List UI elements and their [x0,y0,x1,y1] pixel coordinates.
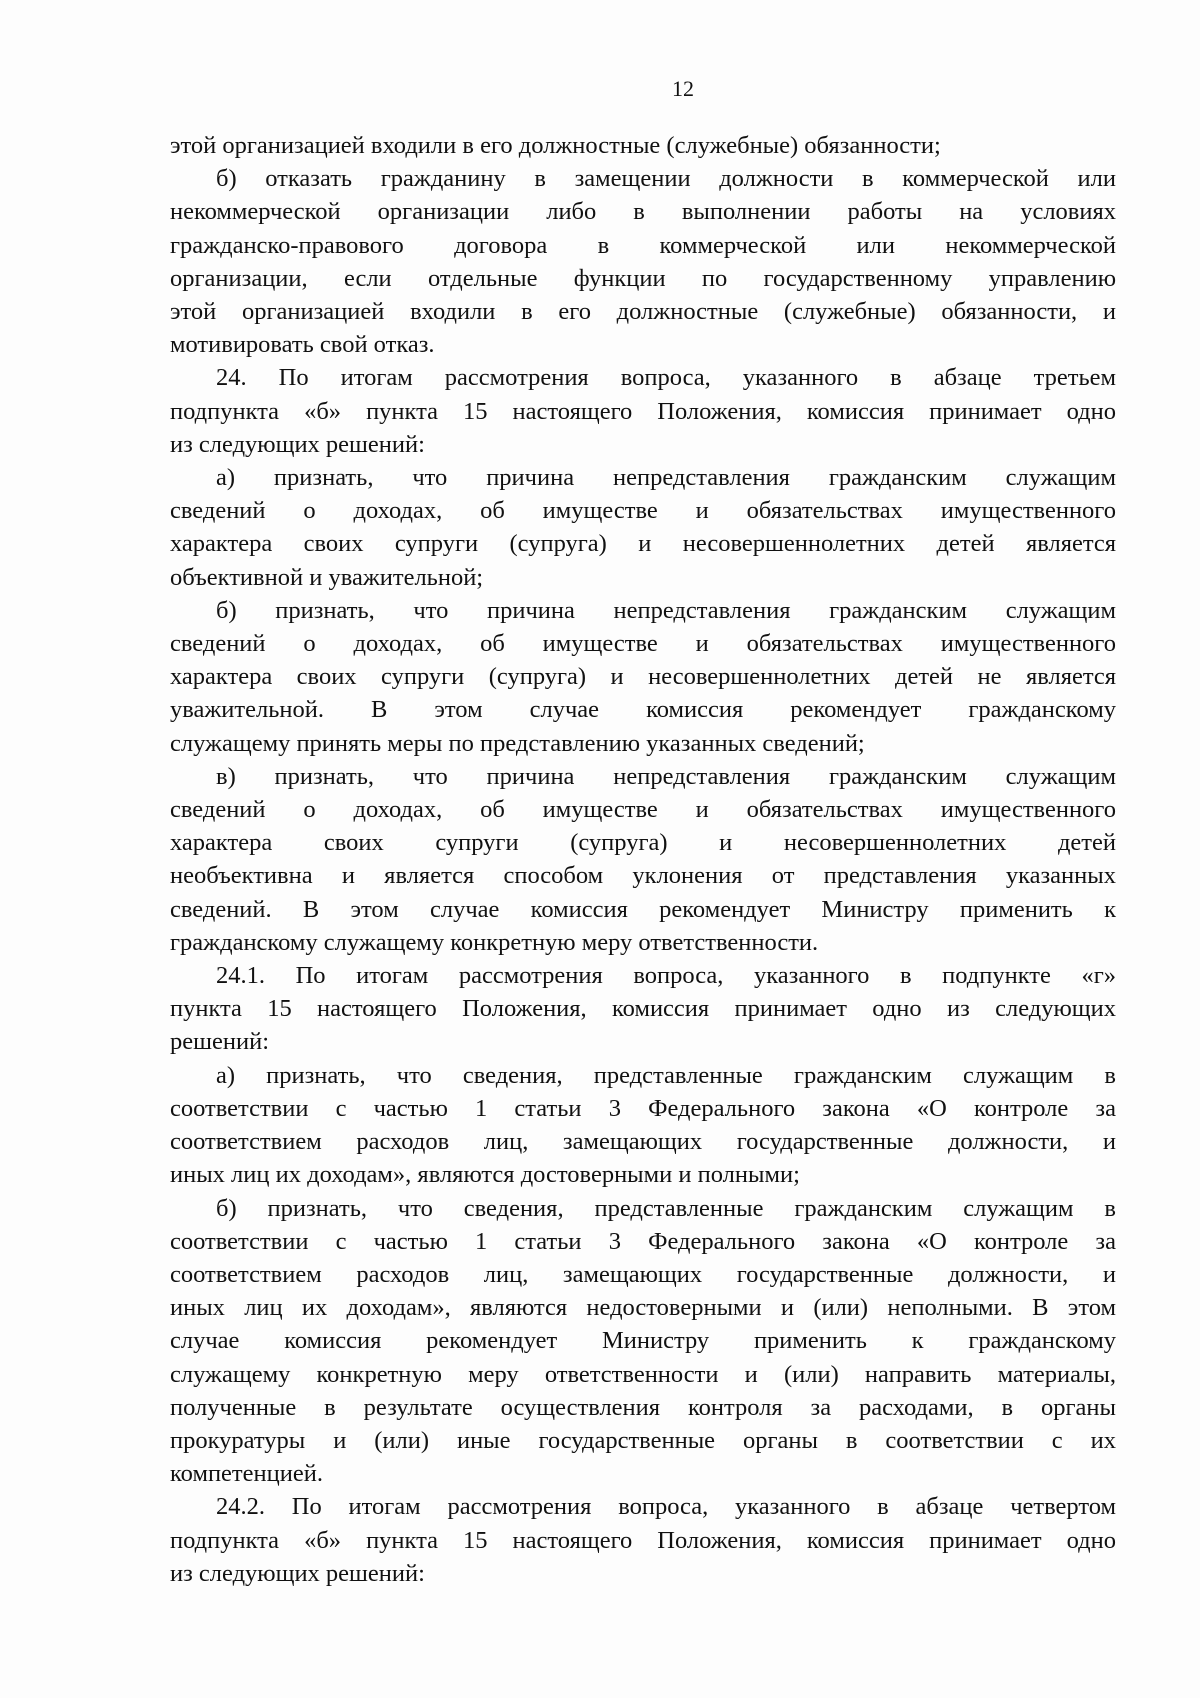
text-line: сведений о доходах, об имуществе и обязательствах имущественного [170,497,1116,525]
text-line: этой организацией входили в его должностные (служебные) обязанности, и [170,298,1116,326]
paragraph [170,361,1116,461]
text-line: соответствии с частью 1 статьи 3 Федерального закона «О контроле за [170,1227,1116,1255]
text-line: случае комиссия рекомендует Министру применить к гражданскому [170,1327,1116,1355]
paragraph [170,594,1116,760]
text-line: соответствии с частью 1 статьи 3 Федерального закона «О контроле за [170,1094,1116,1122]
text-line: иных лиц их доходам», являются недостоверными и (или) неполными. В этом [170,1294,1116,1322]
text-line: пункта 15 настоящего Положения, комиссия принимает одно из следующих [170,995,1116,1023]
text-line: уважительной. В этом случае комиссия рекомендует гражданскому [170,696,1116,724]
text-line: из следующих решений: [170,1559,425,1587]
paragraph [170,1490,1116,1590]
text-line: подпункта «б» пункта 15 настоящего Положения, комиссия принимает одно [170,397,1116,425]
text-line: компетенцией. [170,1460,323,1488]
text-line: а) признать, что причина непредставления гражданским служащим [216,464,1116,492]
text-line: в) признать, что причина непредставления гражданским служащим [216,762,1116,790]
text-line: из следующих решений: [170,430,425,458]
text-line: 24. По итогам рассмотрения вопроса, указанного в абзаце третьем [216,364,1116,392]
text-line: объективной и уважительной; [170,563,484,591]
text-line: необъективна и является способом уклонения от представления указанных [170,862,1116,890]
text-line: прокуратуры и (или) иные государственные органы в соответствии с их [170,1426,1116,1454]
text-line: а) признать, что сведения, представленные гражданским служащим в [216,1061,1116,1089]
document-body [170,129,1116,1590]
text-line: сведений о доходах, об имуществе и обязательствах имущественного [170,796,1116,824]
text-line: характера своих супруги (супруга) и несовершеннолетних детей является [170,530,1116,558]
text-line: мотивировать свой отказ. [170,331,435,359]
text-line: решений: [170,1028,270,1056]
paragraph [170,1192,1116,1491]
text-line: б) отказать гражданину в замещении должности в коммерческой или [216,165,1116,193]
text-line: характера своих супруги (супруга) и несовершеннолетних детей не является [170,663,1116,691]
paragraph [170,1059,1116,1192]
text-line: гражданскому служащему конкретную меру ответственности. [170,928,819,956]
text-line: сведений. В этом случае комиссия рекомендует Министру применить к [170,895,1116,923]
text-line: подпункта «б» пункта 15 настоящего Положения, комиссия принимает одно [170,1526,1116,1554]
text-line: 24.2. По итогам рассмотрения вопроса, указанного в абзаце четвертом [216,1493,1116,1521]
paragraph [170,461,1116,594]
text-line: некоммерческой организации либо в выполнении работы на условиях [170,198,1116,226]
paragraph [170,959,1116,1059]
text-line: служащему конкретную меру ответственности и (или) направить материалы, [170,1360,1116,1388]
paragraph [170,129,1116,162]
text-line: гражданско-правового договора в коммерческой или некоммерческой [170,231,1116,259]
text-line: служащему принять меры по представлению указанных сведений; [170,729,865,757]
text-line: характера своих супруги (супруга) и несовершеннолетних детей [170,829,1116,857]
text-line: соответствием расходов лиц, замещающих государственные должности, и [170,1128,1116,1156]
text-line: б) признать, что причина непредставления гражданским служащим [216,596,1116,624]
text-line: соответствием расходов лиц, замещающих государственные должности, и [170,1260,1116,1288]
page-number: 12 [672,76,694,101]
paragraph [170,162,1116,361]
text-line: организации, если отдельные функции по государственному управлению [170,264,1116,292]
text-line: 24.1. По итогам рассмотрения вопроса, указанного в подпункте «г» [216,962,1116,990]
text-line: полученные в результате осуществления контроля за расходами, в органы [170,1393,1116,1421]
text-line: сведений о доходах, об имуществе и обязательствах имущественного [170,630,1116,658]
paragraph [170,760,1116,959]
text-line: б) признать, что сведения, представленные гражданским служащим в [216,1194,1116,1222]
text-line: этой организацией входили в его должностные (служебные) обязанности; [170,132,941,159]
text-line: иных лиц их доходам», являются достоверными и полными; [170,1161,800,1189]
